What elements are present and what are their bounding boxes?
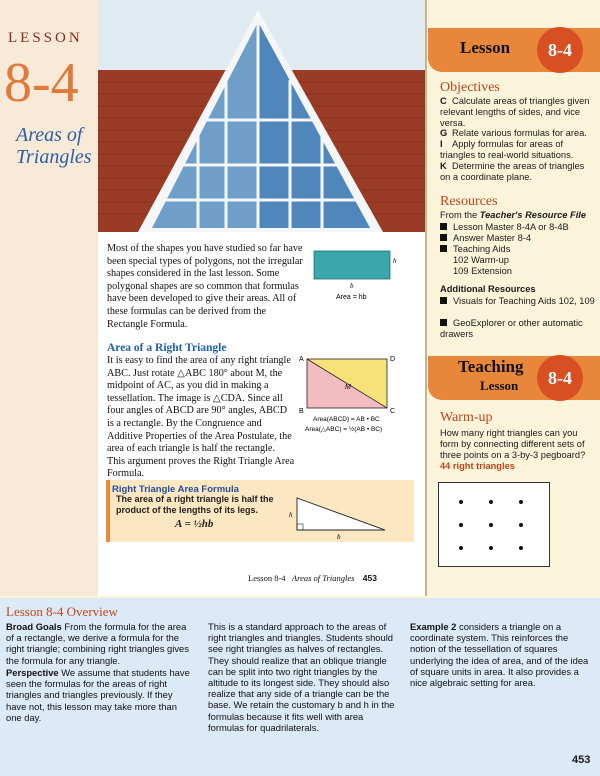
section-paragraph: It is easy to find the area of any right triangle ABC. Just rotate △ABC 180° about M, the midpoint of AC, as you did in making a tessellation. The image is △CDA. Since all four angles of ABCD are 90° angles, ABCD is a rectangle. By the Congruence and Additive Properties of the Area Postulate, the area of each triangle is half the rectangle. This argument proves the Right Triangle Area Formula.	[107, 355, 295, 480]
peg-dot	[459, 546, 463, 550]
lesson-number: 8-4	[4, 52, 79, 114]
lesson-tab-label: Lesson	[460, 38, 511, 57]
peg-dot	[459, 523, 463, 527]
footer-lesson: Lesson 8-4	[248, 573, 286, 583]
resources-heading: Resources	[440, 194, 498, 209]
footer-page-number: 453	[362, 573, 377, 583]
tri-caption-1: Area(ABCD) = AB • BC	[313, 416, 380, 423]
rect-b-label: b	[350, 282, 354, 290]
bullet-square-icon	[440, 234, 447, 241]
overview-heading: Lesson 8-4 Overview	[6, 604, 118, 619]
teaching-aid-item: 109 Extension	[453, 266, 512, 276]
bullet-square-icon	[440, 223, 447, 230]
page-footer	[248, 573, 377, 583]
warmup-answer: 44 right triangles	[440, 461, 515, 471]
objective-i: I Apply formulas for areas of triangles to real-world situations.	[440, 139, 574, 160]
objective-key: G	[440, 128, 448, 138]
objective-key: C	[440, 96, 447, 106]
peg-dot	[519, 546, 523, 550]
peg-dot	[489, 523, 493, 527]
warmup-question: How many right triangles can you form by connecting different sets of three points on a 3-by-3 pegboard?	[440, 428, 586, 460]
midpoint-m: M	[345, 384, 351, 391]
rect-h-label: h	[393, 257, 397, 265]
formula-b-label: b	[337, 533, 341, 540]
resource-item: Teaching Aids	[440, 244, 595, 255]
lesson-label: LESSON	[8, 30, 83, 46]
additional-item: Visuals for Teaching Aids 102, 109	[440, 296, 595, 307]
vertex-b: B	[299, 408, 304, 415]
overview-col3: Example 2 considers a triangle on a coordinate system. This reinforces the notion of the tessellation of squares underlying the idea of area, and of the idea of square units in area. It also provides a nice algebraic setting for area.	[410, 621, 589, 689]
lesson-title: Areas of Triangles	[16, 124, 92, 168]
teaching-tab-number: 8-4	[537, 355, 583, 401]
bullet-square-icon	[440, 245, 447, 252]
peg-dot	[459, 500, 463, 504]
objective-g: G Relate various formulas for area.	[440, 128, 587, 138]
vertex-a: A	[299, 356, 304, 363]
page-number: 453	[572, 754, 591, 766]
resource-item: Lesson Master 8-4A or 8-4B	[440, 222, 595, 233]
overview-col2: This is a standard approach to the areas of right triangles and triangles. Students should see right triangles as halves of rectangles. They should realize that an oblique triangle can be split into two right triangles by the altitude to its longest side. They should also realize that any side of a triangle can be the base. We retain the customary b and h in the formulas because it fits well with area formulas for quadrilaterals.	[208, 621, 395, 733]
teaching-tab-line2: Lesson	[480, 378, 519, 393]
additional-resources-heading: Additional Resources	[440, 284, 536, 294]
objective-key: K	[440, 161, 447, 171]
vertex-d: D	[390, 356, 396, 363]
objective-k: K Determine the areas of triangles on a coordinate plane.	[440, 161, 585, 182]
peg-dot	[519, 500, 523, 504]
warmup-heading: Warm-up	[440, 410, 493, 425]
formula-h-label: h	[289, 511, 293, 519]
rect-caption: Area = hb	[336, 294, 367, 301]
objective-c: C Calculate areas of triangles given relevant lengths of sides, and vice versa.	[440, 96, 590, 128]
teaching-tab-line1: Teaching	[458, 357, 524, 376]
formula-equation: A = ½hb	[175, 518, 214, 530]
perspective: Perspective We assume that students have seen the formulas for the areas of right triangles and triangles previously. If they have not, this lesson may take more than one day.	[6, 667, 190, 723]
vertex-c: C	[390, 408, 396, 415]
footer-title: Areas of Triangles	[291, 573, 355, 583]
peg-dot	[519, 523, 523, 527]
formula-text: The area of a right triangle is half the product of the lengths of its legs.	[116, 494, 274, 515]
glass-pyramid-photo	[98, 0, 425, 232]
objectives-heading: Objectives	[440, 80, 500, 95]
bullet-square-icon	[440, 297, 447, 304]
additional-item: GeoExplorer or other automatic drawers	[440, 318, 583, 339]
intro-paragraph: Most of the shapes you have studied so far have been special types of polygons, not the irregular shapes considered in the last lesson. Some polygonal shapes are so common that formulas have been developed to give their areas. All of these formulas can be derived from the Rectangle Formula.	[107, 243, 303, 330]
peg-dot	[489, 500, 493, 504]
peg-dot	[489, 546, 493, 550]
objective-key: I	[440, 139, 443, 149]
lesson-tab-number: 8-4	[537, 27, 583, 73]
formula-title: Right Triangle Area Formula	[112, 484, 239, 495]
pegboard-3x3	[438, 482, 550, 567]
section-heading: Area of a Right Triangle	[107, 342, 227, 354]
rectangle-figure	[310, 249, 400, 304]
teachers-resource-file: Teacher's Resource File	[479, 210, 587, 220]
bullet-square-icon	[440, 319, 447, 326]
right-triangle-figure	[295, 353, 405, 435]
tri-caption-2: Area(△ABC) = ½(AB • BC)	[305, 426, 383, 433]
resources-from: From the Teacher's Resource File	[440, 210, 587, 220]
teaching-aid-item: 102 Warm-up	[453, 255, 509, 265]
resource-item: Answer Master 8-4	[440, 233, 595, 244]
formula-triangle-figure	[285, 490, 390, 540]
broad-goals: Broad Goals From the formula for the area of a rectangle, we derive a formula for the right triangle; combining right triangles gives the formula for any triangle.	[6, 621, 189, 666]
